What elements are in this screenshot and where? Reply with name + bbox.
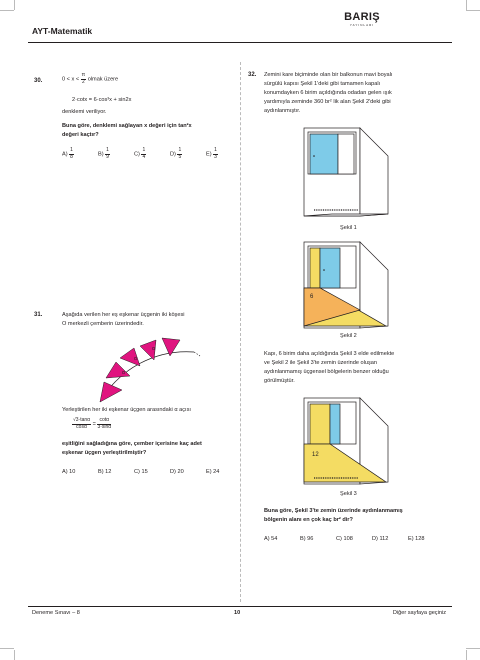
option-fraction: [69, 148, 74, 160]
option-label: A): [62, 151, 68, 158]
door-handle: [323, 269, 325, 271]
q30-option-e[interactable]: [206, 148, 218, 160]
option-value: 54: [271, 536, 278, 542]
light-opening: [310, 248, 320, 288]
q32-question: bölgenin alanı en çok kaç br² dir?: [264, 517, 353, 523]
option-label: E): [206, 151, 212, 158]
circle-arc-dashed: [194, 352, 200, 356]
option-value: 128: [415, 536, 425, 542]
option-label: A): [62, 469, 68, 475]
q31-question: eşkenar üçgen yerleştirilmiştir?: [62, 450, 147, 456]
figure-2: [302, 240, 392, 332]
q32-text: aydınlanmıştır.: [264, 108, 301, 114]
footer-next-page: Diğer sayfaya geçiniz: [392, 610, 446, 616]
option-value: 112: [379, 536, 389, 542]
fraction-numerator: 1: [70, 147, 73, 153]
q30-option-d[interactable]: [170, 148, 182, 160]
q31-question: eşitliğini sağladığına göre, çember içerisine kaç adet: [62, 441, 202, 447]
option-label: D): [170, 151, 176, 158]
fraction-numerator: 1: [178, 147, 182, 153]
q32-option-a[interactable]: [264, 536, 277, 542]
triangle: [100, 382, 122, 402]
option-label: C): [336, 536, 342, 542]
equilateral-triangles: [100, 338, 180, 402]
side-wall: [360, 128, 388, 216]
q30-cond-left: 0 < x <: [62, 76, 80, 83]
question-number: 30.: [34, 78, 43, 84]
option-label: D): [372, 536, 378, 542]
q30-question: değeri kaçtır?: [62, 132, 99, 138]
q32-text: Zemini kare biçiminde olan bir balkonun mavi boyalı: [264, 72, 393, 78]
option-label: B): [98, 469, 104, 475]
light-opening: [310, 404, 330, 444]
fraction-numerator: π: [81, 72, 86, 78]
fraction-numerator: √3·tanα: [73, 417, 91, 423]
option-value: 108: [343, 536, 353, 542]
option-fraction: [105, 148, 110, 160]
fraction-numerator: 1: [106, 147, 109, 153]
q31-option-b[interactable]: [98, 469, 111, 475]
eq-equals: =: [92, 421, 96, 428]
fraction-numerator: cotα: [97, 418, 111, 425]
figure-3: [302, 396, 392, 488]
eq-left-fraction: [72, 418, 91, 430]
eq-right-fraction: [97, 418, 111, 430]
q32-text: konumdayken 6 birim açıldığında odadan gelen ışık: [264, 90, 392, 96]
q31-option-c[interactable]: [134, 469, 148, 475]
fraction-denominator: 5: [178, 153, 182, 160]
alpha-label: α: [122, 370, 125, 376]
page-number: 10: [234, 610, 241, 616]
blue-door: [310, 134, 338, 174]
alpha-label: α: [134, 356, 137, 362]
q30-condition: [62, 73, 118, 85]
option-label: B): [98, 151, 104, 158]
q31-equation: [72, 418, 111, 430]
option-label: E): [408, 536, 414, 542]
fraction-denominator: 3·sinα: [97, 423, 112, 430]
option-value: 20: [177, 469, 184, 475]
triangle: [120, 348, 140, 366]
option-label: C): [134, 151, 140, 158]
logo-subtext: YAYINLARI: [349, 23, 375, 27]
triangle: [106, 362, 130, 378]
footer-exam-name: Deneme Sınavı – 8: [32, 610, 80, 616]
door-panel: [338, 134, 354, 174]
option-value: 24: [213, 469, 220, 475]
q32-text: sürgülü kapısı Şekil 1'deki gibi tamamen kapalı: [264, 81, 381, 87]
option-value: 96: [307, 536, 314, 542]
fraction-denominator: 8: [70, 153, 73, 160]
crop-mark: [466, 650, 467, 660]
blue-door: [330, 404, 340, 444]
logo-text: BARIŞ: [344, 11, 380, 23]
q31-text: O merkezli çemberin üzerindedir.: [62, 321, 144, 327]
option-label: B): [300, 536, 306, 542]
fraction-numerator: 1: [142, 147, 146, 153]
option-fraction: [141, 148, 146, 160]
crop-mark: [0, 648, 14, 649]
q31-circle-figure: [94, 328, 204, 404]
option-label: E): [206, 469, 212, 475]
q31-option-a[interactable]: [62, 469, 75, 475]
q31-text: Aşağıda verilen her eş eşkenar üçgenin iki köşesi: [62, 312, 185, 318]
q32-text: ve Şekil 2 ile Şekil 3'te zemin üzerinde oluşan: [264, 360, 378, 366]
option-label: D): [170, 469, 176, 475]
blue-door: [320, 248, 340, 288]
q30-equation: 2·cotx = 6·cos³x + sin2x: [72, 97, 132, 103]
question-number: 31.: [34, 312, 43, 318]
q30-option-c[interactable]: [134, 148, 146, 160]
q30-question: Buna göre, denklemi sağlayan x değeri için tan²x: [62, 123, 192, 129]
crop-mark: [14, 650, 15, 660]
figure-caption: Şekil 1: [340, 225, 357, 231]
triangle: [162, 338, 180, 356]
q30-option-a[interactable]: [62, 148, 74, 160]
crop-mark: [466, 10, 480, 11]
q32-option-b[interactable]: [300, 536, 313, 542]
option-fraction: [177, 148, 182, 160]
option-value: 10: [69, 469, 76, 475]
q31-text: Yerleştirilen her iki eşkenar üçgen arasındaki α açısı: [62, 407, 191, 413]
publisher-logo: [344, 12, 380, 34]
q32-question: Buna göre, Şekil 3'te zemin üzerinde aydınlanmamış: [264, 508, 403, 514]
q32-text: görülmüştür.: [264, 378, 295, 384]
page-title: AYT-Matematik: [32, 26, 93, 36]
length-label: 12: [312, 452, 319, 458]
fraction-numerator: 1: [214, 147, 217, 153]
option-fraction: [213, 148, 218, 160]
option-label: C): [134, 469, 140, 475]
crop-mark: [0, 10, 14, 11]
figure-1: [302, 126, 392, 222]
length-label: 6: [310, 294, 314, 300]
crop-mark: [466, 648, 480, 649]
fraction-denominator: 9: [106, 153, 109, 160]
option-label: A): [264, 536, 270, 542]
crop-mark: [466, 0, 467, 10]
option-value: 15: [141, 469, 148, 475]
q30-cond-fraction: [81, 73, 86, 85]
q30-option-b[interactable]: [98, 148, 110, 160]
figure-caption: Şekil 2: [340, 333, 357, 339]
q32-text: yardımıyla zeminde 360 br² lik alan Şekil 2'deki gibi: [264, 99, 391, 105]
crop-mark: [14, 0, 15, 10]
fraction-denominator: 4: [142, 153, 146, 160]
fraction-denominator: cosα: [76, 423, 87, 430]
q32-option-d[interactable]: [372, 536, 388, 542]
option-value: 12: [105, 469, 112, 475]
question-number: 32.: [248, 72, 257, 78]
q32-text: Kapı, 6 birim daha açıldığında Şekil 3 elde edilmekte: [264, 351, 395, 357]
q31-option-d[interactable]: [170, 469, 184, 475]
q32-option-e[interactable]: [408, 536, 425, 542]
q31-option-e[interactable]: [206, 469, 219, 475]
q30-cond-right: olmak üzere: [87, 76, 119, 83]
fraction-denominator: 3: [214, 153, 217, 160]
column-divider: [240, 62, 241, 602]
figure-caption: Şekil 3: [340, 491, 357, 497]
q32-text: aydınlanmamış üçgensel bölgelerin benzer olduğu: [264, 369, 389, 375]
q32-option-c[interactable]: [336, 536, 353, 542]
page-header: [28, 24, 452, 43]
fraction-denominator: 2: [82, 78, 85, 85]
q30-given: denklemi veriliyor.: [62, 109, 107, 115]
alpha-label: α: [152, 346, 155, 352]
door-handle: [313, 155, 315, 157]
page-footer: [28, 606, 452, 619]
